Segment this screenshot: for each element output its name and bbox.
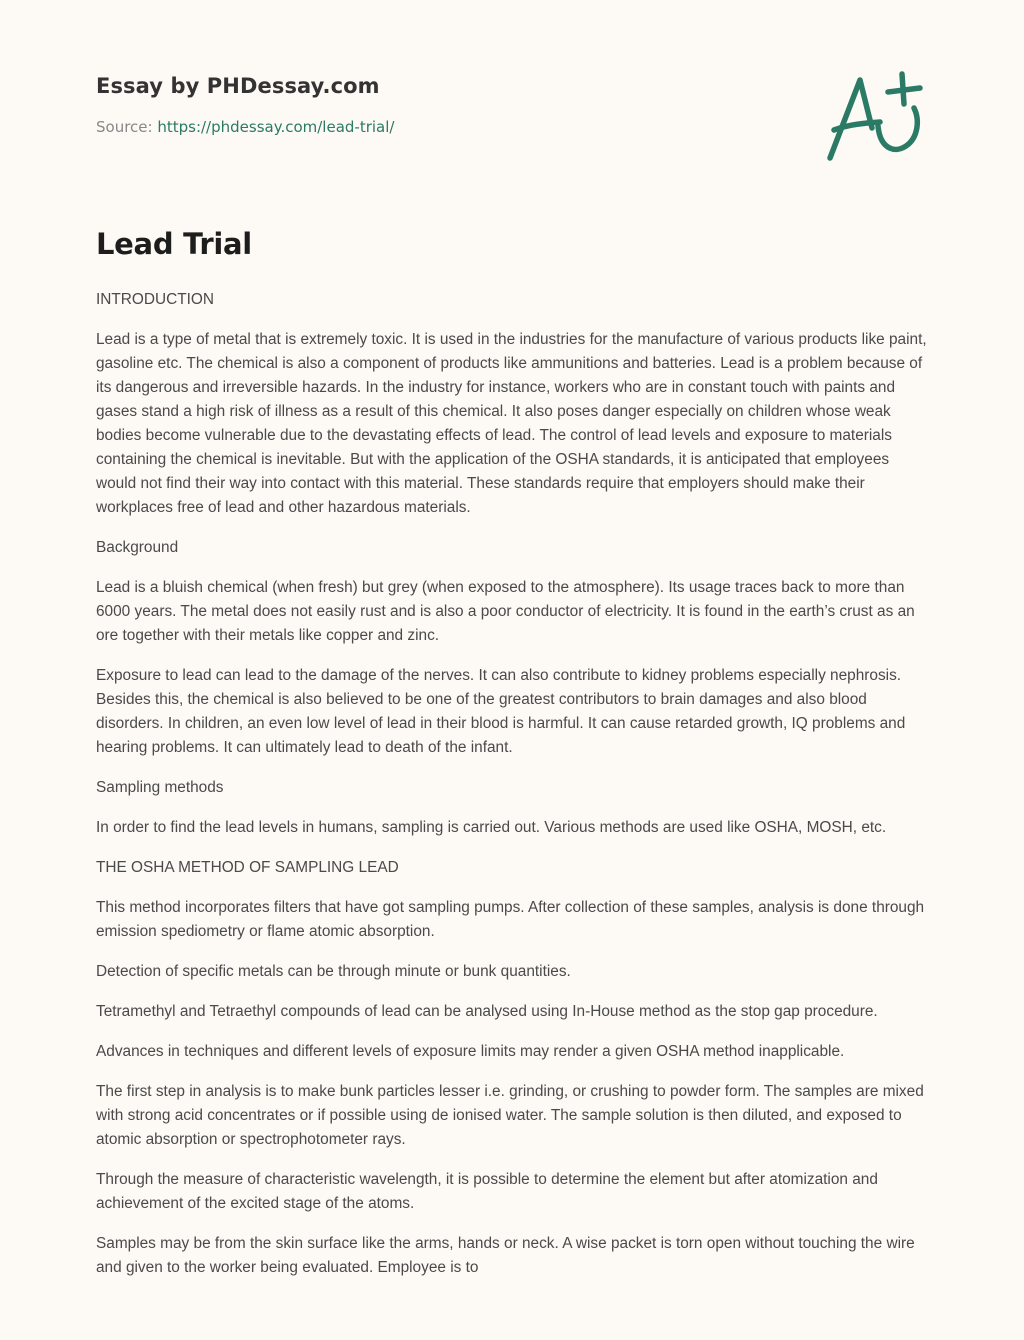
paragraph: Lead is a type of metal that is extremely toxic. It is used in the industries for the manufacture of various products like paint, gasoline etc. The chemical is also a component of products like ammunitions and batteries. Lead is a problem because of its dangerous and irreversible hazards. In the industry for instance, workers who are in constant touch with paints and gases stand a high risk of illness as a result of this chemical. It also poses danger especially on children whose weak bodies become vulnerable due to the devastating effects of lead. The control of lead levels and exposure to materials containing the chemical is inevitable. But with the application of the OSHA standards, it is anticipated that employees would not find their way into contact with this material. These standards require that employers should make their workplaces free of lead and other hazardous materials.: [96, 331, 927, 516]
section-heading-osha-method: THE OSHA METHOD OF SAMPLING LEAD: [96, 859, 399, 876]
essay-body: [96, 222, 932, 1296]
site-title: Essay by PHDessay.com: [96, 74, 380, 98]
section-heading-background: Background: [96, 539, 179, 556]
paragraph: The first step in analysis is to make bunk particles lesser i.e. grinding, or crushing to powder form. The samples are mixed with strong acid concentrates or if possible using de ionised water. The sample solution is then diluted, and exposed to atomic absorption or spectrophotometer rays.: [96, 1083, 924, 1148]
paragraph: Detection of specific metals can be through minute or bunk quantities.: [96, 963, 571, 980]
paragraph: Lead is a bluish chemical (when fresh) but grey (when exposed to the atmosphere). Its usage traces back to more than 6000 years. The metal does not easily rust and is also a poor conductor of electricity. It is found in the earth’s crust as an ore together with their metals like copper and zinc.: [96, 579, 915, 644]
paragraph: In order to find the lead levels in humans, sampling is carried out. Various methods are used like OSHA, MOSH, etc.: [96, 819, 887, 836]
essay-title: Lead Trial: [96, 227, 252, 261]
paragraph: Advances in techniques and different levels of exposure limits may render a given OSHA method inapplicable.: [96, 1043, 845, 1060]
source-link[interactable]: https://phdessay.com/lead-trial/: [157, 118, 395, 136]
paragraph: Tetramethyl and Tetraethyl compounds of lead can be analysed using In-House method as the stop gap procedure.: [96, 1003, 878, 1020]
paragraph: Samples may be from the skin surface like the arms, hands or neck. A wise packet is torn open without touching the wire and given to the worker being evaluated. Employee is to: [96, 1235, 915, 1276]
essay-header: [96, 74, 796, 136]
source-line: [96, 118, 796, 136]
section-heading-introduction: INTRODUCTION: [96, 291, 214, 308]
source-label: Source:: [96, 118, 158, 136]
paragraph: Exposure to lead can lead to the damage of the nerves. It can also contribute to kidney problems especially nephrosis. Besides this, the chemical is also believed to be one of the greatest contributors to brain damages and also blood disorders. In children, an even low level of lead in their blood is harmful. It can cause retarded growth, IQ problems and hearing problems. It can ultimately lead to death of the infant.: [96, 667, 906, 756]
a-plus-grade-icon: [822, 68, 928, 166]
paragraph: Through the measure of characteristic wavelength, it is possible to determine the element but after atomization and achievement of the excited stage of the atoms.: [96, 1171, 878, 1212]
section-heading-sampling-methods: Sampling methods: [96, 779, 224, 796]
paragraph: This method incorporates filters that have got sampling pumps. After collection of these samples, analysis is done through emission spediometry or flame atomic absorption.: [96, 899, 925, 940]
